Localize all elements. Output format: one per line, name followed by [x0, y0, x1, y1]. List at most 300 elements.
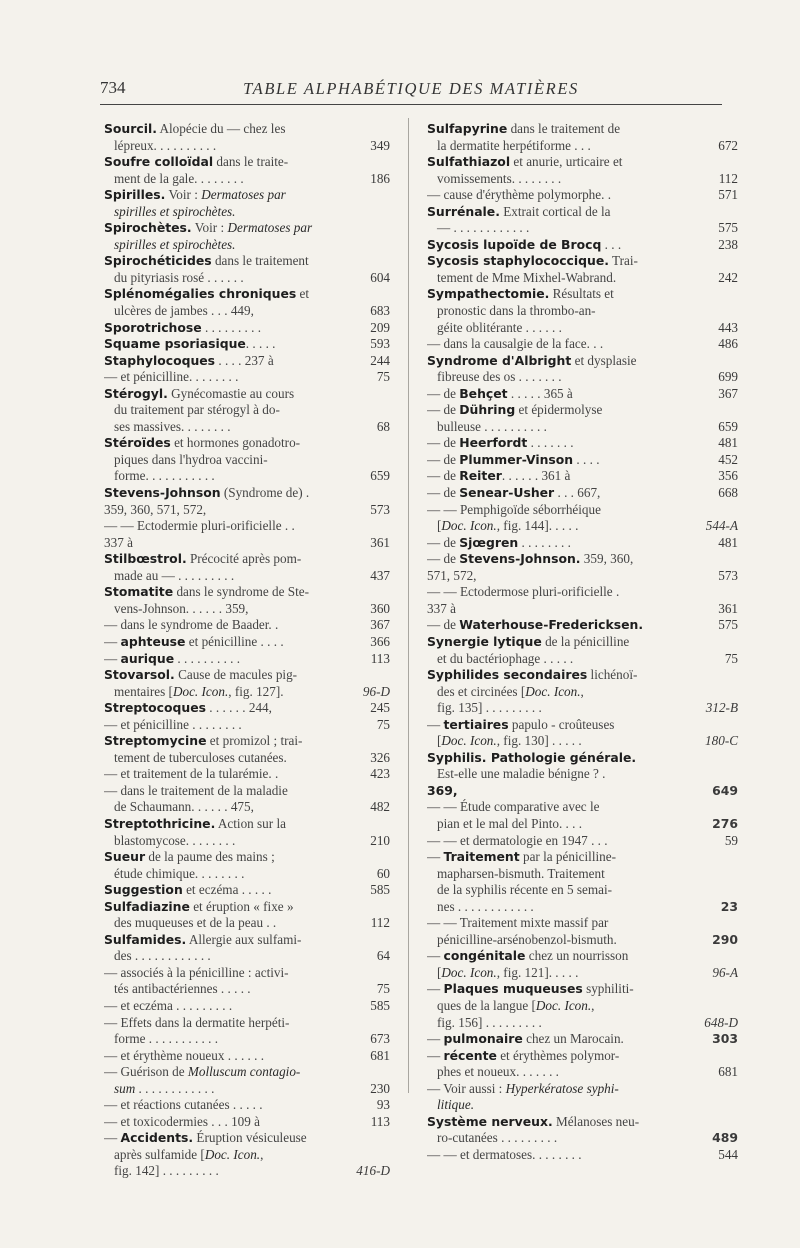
index-headword: Syndrome d'Albright [427, 352, 572, 368]
index-headword: Stevens-Johnson. [459, 551, 581, 567]
index-text: ment de la gale. . . . . . . . [114, 170, 244, 186]
index-line [104, 783, 390, 800]
index-text: . . . . . [245, 336, 276, 352]
index-headword: Sulfadiazine [104, 898, 190, 914]
page-reference: 659 [370, 468, 390, 484]
index-text: — Guérison de [104, 1064, 188, 1080]
index-text: — de [427, 534, 460, 550]
index-headword: tertiaires [443, 716, 509, 732]
index-line [104, 303, 390, 320]
page-reference: 481 [718, 435, 738, 451]
index-text: du traitement par stérogyl à do- [114, 402, 280, 418]
index-entry-text [104, 518, 390, 535]
index-headword: Stérogyl. [104, 385, 168, 401]
index-entry-text [427, 584, 738, 601]
index-line [104, 386, 390, 403]
page-reference: 303 [712, 1031, 738, 1047]
index-text: — [427, 981, 444, 997]
index-line [427, 733, 738, 750]
index-entry-text [104, 220, 390, 237]
index-text: dans le traitement [211, 253, 309, 269]
index-italic-text: Doc. Icon. [172, 683, 229, 699]
index-entry-text [427, 336, 716, 353]
page-reference: 186 [370, 170, 390, 186]
index-entry-text [104, 849, 390, 866]
index-line [104, 1163, 390, 1180]
index-headword: Streptocoques [104, 700, 206, 716]
index-line [427, 336, 738, 353]
index-entry-text [104, 667, 390, 684]
index-line [427, 932, 738, 949]
index-entry-text [427, 138, 716, 155]
index-entry-text [104, 733, 390, 750]
index-headword: Behçet [459, 385, 508, 401]
index-text: lépreux. . . . . . . . . . [114, 137, 217, 153]
index-line [104, 171, 390, 188]
page-reference: 585 [370, 882, 390, 898]
index-italic-text: Doc. Icon. [525, 683, 581, 699]
index-headword: Soufre colloïdal [104, 154, 214, 170]
index-entry-text [427, 1015, 702, 1032]
index-entry-text [104, 651, 369, 668]
index-text: phes et noueux. . . . . . . [437, 1064, 559, 1080]
index-text: — et réactions cutanées . . . . . [104, 1097, 263, 1113]
index-headword: Accidents. [120, 1130, 194, 1146]
index-entry-text [427, 783, 710, 800]
index-entry-text [427, 915, 738, 932]
index-text: dans le traitement de [507, 121, 621, 136]
index-text: — de [427, 485, 460, 501]
index-headword: Plummer-Vinson [459, 451, 574, 467]
index-headword: 369, [427, 782, 458, 798]
header-rule [100, 104, 722, 105]
index-line [104, 1147, 390, 1164]
index-line [104, 138, 390, 155]
index-line [427, 965, 738, 982]
page-reference: 423 [370, 766, 390, 782]
page-reference: 571 [718, 187, 738, 203]
index-entry-text [104, 1114, 369, 1131]
index-italic-text: spirilles et spirochètes. [114, 203, 236, 219]
index-italic-text: Doc. Icon. [204, 1146, 261, 1162]
index-text: . . . . . 365 à [507, 385, 573, 401]
index-text: Résultats et [549, 286, 614, 302]
index-text: Voir : [191, 220, 228, 236]
index-entry-text [104, 402, 390, 419]
index-text: , fig. 130] . . . . . [496, 733, 582, 749]
page-reference: 593 [370, 336, 390, 352]
page-number: 734 [100, 78, 126, 97]
index-line [427, 667, 738, 684]
index-entry-text [104, 1015, 390, 1032]
index-headword: Plaques muqueuses [443, 981, 583, 997]
index-headword: Surrénale. [427, 203, 500, 219]
index-line [104, 799, 390, 816]
index-text: blastomycose. . . . . . . . [114, 832, 236, 848]
index-line [427, 750, 738, 767]
index-entry-text [104, 320, 368, 337]
index-text: Mélanoses neu- [552, 1113, 640, 1129]
index-entry-text [104, 386, 390, 403]
index-line [104, 899, 390, 916]
index-text: , fig. 144]. . . . . [496, 518, 579, 534]
index-headword: Sulfapyrine [427, 121, 508, 136]
index-line [427, 1031, 738, 1048]
index-entry-text [104, 336, 368, 353]
index-line [104, 1031, 390, 1048]
index-line [427, 485, 738, 502]
index-text: , [260, 1146, 264, 1162]
index-line [104, 1081, 390, 1098]
index-text: Trai- [608, 253, 638, 269]
index-entry-text [104, 419, 375, 436]
index-entry-text [427, 601, 716, 618]
index-entry-text [104, 584, 390, 601]
index-headword: aurique [120, 650, 175, 666]
index-text: ques de la langue [ [437, 997, 536, 1013]
index-line [427, 154, 738, 171]
index-text: et érythèmes polymor- [496, 1047, 620, 1063]
index-text: dans le traite- [213, 154, 289, 170]
index-entry-text [104, 270, 368, 287]
index-entry-text [427, 833, 723, 850]
index-headword: Sycosis lupoïde de Brocq [427, 236, 602, 252]
index-text: — de [427, 385, 460, 401]
index-entry-text [104, 932, 390, 949]
index-entry-text [104, 1064, 390, 1081]
index-line [104, 369, 390, 386]
index-text: — [104, 650, 121, 666]
index-line [427, 634, 738, 651]
index-headword: Sjœgren [459, 534, 519, 550]
page-reference: 486 [718, 336, 738, 352]
index-line [104, 187, 390, 204]
index-line [427, 684, 738, 701]
index-headword: Splénomégalies chroniques [104, 286, 297, 302]
index-line [427, 998, 738, 1015]
index-headword: Stovarsol. [104, 667, 175, 683]
page-reference: 59 [724, 832, 738, 848]
page-reference: 60 [376, 865, 390, 881]
page-reference: 367 [370, 617, 390, 633]
index-headword: Stilbœstrol. [104, 551, 187, 567]
index-text: . . . 667, [554, 485, 601, 501]
index-entry-text [427, 1031, 710, 1048]
index-headword: Sulfathiazol [427, 154, 511, 170]
index-line [427, 286, 738, 303]
index-headword: Stomatite [104, 584, 174, 600]
index-line [104, 634, 390, 651]
index-line [104, 204, 390, 221]
index-line [427, 369, 738, 386]
index-entry-text [104, 171, 368, 188]
index-line [104, 1015, 390, 1032]
index-entry-text [427, 684, 738, 701]
index-entry-text [104, 899, 390, 916]
index-text: étude chimique. . . . . . . . [114, 865, 245, 881]
index-entry-text [427, 1081, 738, 1098]
index-line [104, 1064, 390, 1081]
index-entry-text [104, 998, 368, 1015]
index-entry-text [427, 651, 723, 668]
page-reference: 573 [718, 567, 738, 583]
index-line [104, 237, 390, 254]
page-reference: 312-B [705, 700, 738, 716]
index-entry-text [104, 286, 390, 303]
page-reference: 209 [370, 319, 390, 335]
index-entry-text [104, 750, 368, 767]
index-entry-text [427, 121, 738, 138]
index-line [104, 617, 390, 634]
index-line [427, 766, 738, 783]
index-headword: Syphilides secondaires [427, 667, 588, 683]
index-entry-text [104, 138, 368, 155]
page-reference: 244 [370, 352, 390, 368]
index-italic-text: Doc. Icon. [441, 518, 497, 534]
index-line [104, 468, 390, 485]
index-headword: Sulfamides. [104, 931, 187, 947]
index-text: chez un nourrisson [525, 948, 629, 964]
index-line [104, 766, 390, 783]
index-entry-text [427, 1064, 716, 1081]
index-line [104, 882, 390, 899]
index-entry-text [104, 485, 390, 502]
index-entry-text [427, 766, 738, 783]
index-line [427, 419, 738, 436]
index-entry-text [104, 535, 368, 552]
page-reference: 681 [370, 1047, 390, 1063]
index-line [104, 270, 390, 287]
index-line [427, 270, 738, 287]
index-line [427, 948, 738, 965]
index-line [104, 866, 390, 883]
index-entry-text [104, 981, 375, 998]
index-line [104, 286, 390, 303]
index-text: Est-elle une maladie bénigne ? . [437, 766, 606, 782]
page-reference: 416-D [356, 1163, 390, 1179]
index-italic-text: sum [114, 1080, 136, 1096]
index-entry-text [104, 617, 368, 634]
index-entry-text [104, 568, 368, 585]
index-text: Allergie aux sulfami- [186, 931, 302, 947]
index-text: Précocité après pom- [186, 551, 302, 567]
index-text: — — et dermatoses. . . . . . . . [427, 1146, 582, 1162]
index-headword: Dühring [459, 402, 516, 418]
index-line [427, 1081, 738, 1098]
index-text: 337 à [104, 534, 133, 550]
index-entry-text [104, 783, 390, 800]
index-column-left [104, 121, 390, 1180]
index-line [427, 882, 738, 899]
index-text: . . . . 237 à [215, 352, 274, 368]
index-headword: Reiter [459, 468, 502, 484]
index-text: Alopécie du — chez les [156, 121, 286, 136]
page-reference: 361 [370, 534, 390, 550]
index-text: et promizol ; trai- [206, 733, 303, 749]
index-entry-text [427, 948, 738, 965]
index-line [427, 204, 738, 221]
index-text: — dans le syndrome de Baader. . [104, 617, 279, 633]
index-text: — [104, 633, 121, 649]
index-text: , fig. 121]. . . . . [496, 964, 579, 980]
index-text: . . . . . . 361 à [501, 468, 571, 484]
page-reference: 668 [718, 485, 738, 501]
index-text: vens-Johnson. . . . . . 359, [114, 600, 249, 616]
index-line [104, 981, 390, 998]
index-text: — — Pemphigoïde séborrhéique [427, 501, 601, 517]
index-line [104, 568, 390, 585]
page-reference: 649 [712, 782, 738, 798]
index-text: mentaires [ [114, 683, 173, 699]
index-entry-text [104, 369, 375, 386]
index-text: — associés à la pénicilline : activi- [104, 964, 289, 980]
index-text: — de [427, 468, 460, 484]
index-entry-text [427, 320, 716, 337]
index-text: Action sur la [215, 815, 286, 831]
index-entry-text [427, 369, 716, 386]
index-line [427, 237, 738, 254]
index-entry-text [104, 154, 390, 171]
index-line [104, 915, 390, 932]
index-text: et éruption « fixe » [189, 898, 294, 914]
index-text: tés antibactériennes . . . . . [114, 981, 251, 997]
index-line [427, 320, 738, 337]
index-line [104, 402, 390, 419]
index-text: et anurie, urticaire et [510, 154, 623, 170]
index-entry-text [427, 187, 716, 204]
index-line [104, 816, 390, 833]
index-line [427, 138, 738, 155]
index-line [427, 452, 738, 469]
index-text: . . . . . . . . [518, 534, 571, 550]
index-entry-text [427, 286, 738, 303]
index-line [427, 915, 738, 932]
index-text: de la pénicilline [541, 633, 630, 649]
index-text: pian et le mal del Pinto. . . . [437, 815, 583, 831]
index-entry-text [104, 634, 368, 651]
page-reference: 68 [376, 418, 390, 434]
index-line [427, 1147, 738, 1164]
index-text: . . . . . . . . . . . . [135, 1080, 215, 1096]
index-entry-text [104, 303, 368, 320]
index-headword: récente [443, 1047, 497, 1063]
page-reference: 75 [376, 981, 390, 997]
page-reference: 75 [376, 716, 390, 732]
index-headword: Synergie lytique [427, 633, 542, 649]
page-reference: 575 [718, 220, 738, 236]
index-text: mapharsen-bismuth. Traitement [437, 865, 605, 881]
index-text: — [427, 948, 444, 964]
index-entry-text [104, 700, 368, 717]
index-line [427, 700, 738, 717]
index-text: (Syndrome de) . [220, 485, 310, 501]
page-header [100, 78, 722, 104]
page-reference: 245 [370, 700, 390, 716]
index-line [104, 220, 390, 237]
page-reference: 112 [370, 915, 390, 931]
index-text: — [427, 849, 444, 865]
index-text: forme. . . . . . . . . . . [114, 468, 215, 484]
index-line [427, 899, 738, 916]
index-entry-text [427, 468, 716, 485]
index-text: , [591, 997, 595, 1013]
index-line [104, 1097, 390, 1114]
index-entry-text [427, 485, 716, 502]
index-text: — dans la causalgie de la face. . . [427, 336, 604, 352]
index-italic-text: Hyperkératose syphi- [505, 1080, 619, 1096]
index-headword: Sycosis staphylococcique. [427, 253, 609, 269]
index-entry-text [104, 468, 368, 485]
index-text: — . . . . . . . . . . . . [437, 220, 530, 236]
index-line [104, 684, 390, 701]
index-text: , [580, 683, 584, 699]
index-entry-text [427, 551, 738, 568]
index-line [104, 651, 390, 668]
index-headword: congénitale [443, 948, 526, 964]
index-text: [ [437, 733, 442, 749]
index-line [104, 320, 390, 337]
index-entry-text [427, 452, 716, 469]
index-headword: Sporotrichose [104, 319, 202, 335]
index-headword: Squame psoriasique [104, 336, 246, 352]
page-reference: 604 [370, 269, 390, 285]
index-text: syphiliti- [582, 981, 634, 997]
index-line [104, 154, 390, 171]
index-text: Cause de macules pig- [174, 667, 298, 683]
index-headword: Syphilis. Pathologie générale. [427, 749, 637, 765]
page-reference: 64 [376, 948, 390, 964]
index-text: géite oblitérante . . . . . . [437, 319, 562, 335]
index-text: de Schaumann. . . . . . 475, [114, 799, 254, 815]
index-headword: Streptomycine [104, 733, 207, 749]
index-headword: Senear-Usher [459, 485, 555, 501]
index-entry-text [104, 1097, 375, 1114]
page-reference: 361 [718, 600, 738, 616]
column-divider [408, 118, 409, 1093]
index-column-right [427, 121, 738, 1163]
index-entry-text [427, 965, 710, 982]
index-line [104, 849, 390, 866]
index-entry-text [427, 617, 716, 634]
page-reference: 276 [712, 815, 738, 831]
index-text: made au — . . . . . . . . . [114, 567, 235, 583]
index-headword: Système nerveux. [427, 1113, 553, 1129]
index-text: — [104, 1130, 121, 1146]
index-text: — cause d'érythème polymorphe. . [427, 187, 612, 203]
index-entry-text [427, 204, 738, 221]
index-headword: Sympathectomie. [427, 286, 550, 302]
index-line [427, 783, 738, 800]
index-italic-text: Molluscum contagio- [187, 1064, 301, 1080]
index-text: du pityriasis rosé . . . . . . [114, 269, 244, 285]
index-text: 571, 572, [427, 567, 477, 583]
page-reference: 96-A [712, 964, 738, 980]
index-headword: Waterhouse-Fredericksen. [459, 617, 644, 633]
page-reference: 443 [718, 319, 738, 335]
index-entry-text [427, 502, 738, 519]
index-italic-text: Doc. Icon. [535, 997, 592, 1013]
index-line [427, 468, 738, 485]
index-entry-text [104, 551, 390, 568]
index-text: . . . [601, 236, 622, 252]
index-entry-text [427, 386, 716, 403]
index-entry-text [427, 882, 738, 899]
index-line [104, 452, 390, 469]
index-line [427, 386, 738, 403]
index-text: après sulfamide [ [114, 1146, 205, 1162]
index-entry-text [427, 634, 738, 651]
index-line [427, 1015, 738, 1032]
